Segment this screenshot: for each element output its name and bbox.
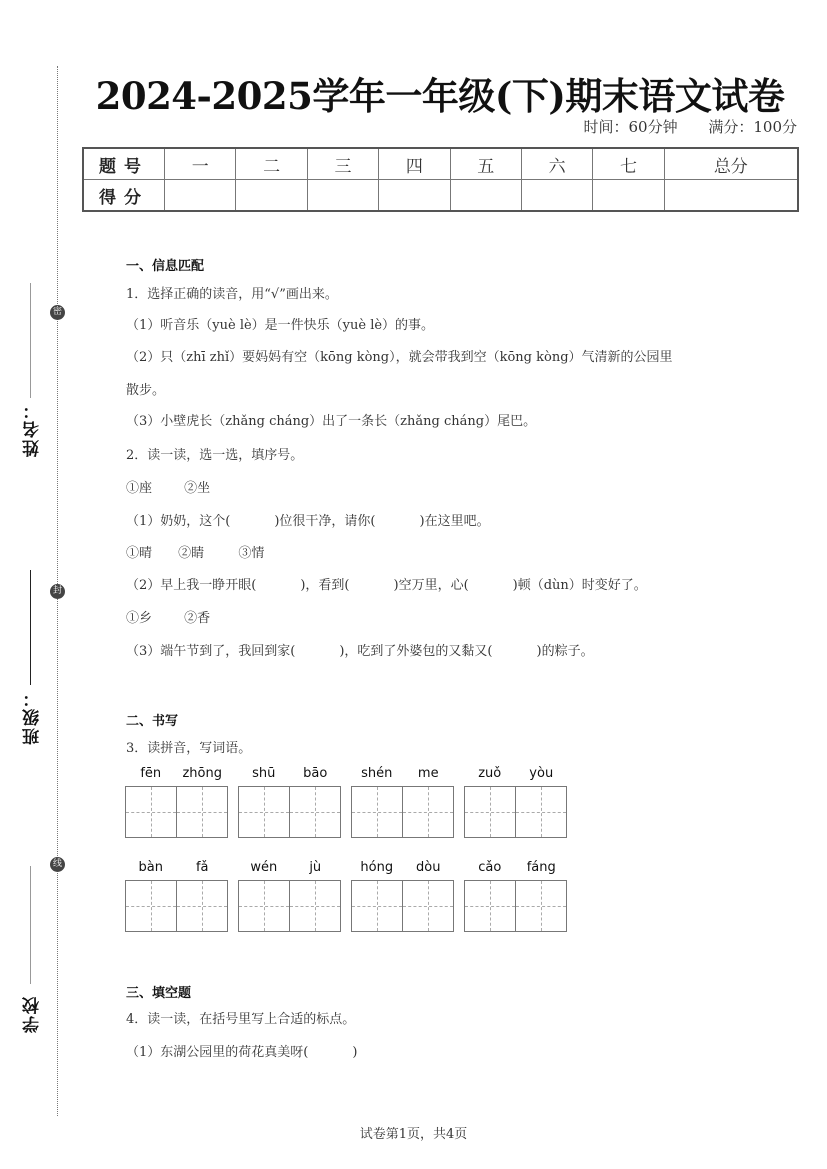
sentence-text: )在这里吧。: [419, 514, 490, 529]
sentence-text: )空万里，心(: [393, 578, 469, 593]
class-underline[interactable]: [30, 570, 31, 685]
question-4: 4．读一读，在括号里写上合适的标点。: [126, 1012, 356, 1027]
tianzige-cell[interactable]: [126, 881, 176, 931]
seal-mi-icon: 密: [50, 305, 65, 320]
tianzige-cell[interactable]: [176, 787, 227, 837]
school-underline[interactable]: [30, 866, 31, 984]
fill-sentence-2: [126, 574, 647, 593]
name-underline[interactable]: [30, 283, 31, 398]
sentence-text: )位很干净，请你(: [274, 514, 376, 529]
sentence-text: （3）端午节到了，我回到家(: [126, 644, 296, 659]
pinyin-syllable: yòu: [529, 766, 554, 781]
pinyin-word: [464, 860, 567, 932]
option: ②香: [184, 611, 211, 626]
pinyin-syllable: bàn: [138, 860, 163, 875]
pinyin-syllable: zhōng: [182, 766, 222, 781]
exam-title: 2024-2025学年一年级(下)期末语文试卷: [95, 74, 785, 118]
option: ②坐: [184, 481, 211, 496]
school-label: 学校: [23, 995, 43, 1033]
options-group-3: [126, 607, 210, 626]
pinyin-syllable: shū: [252, 766, 276, 781]
option: ①座: [126, 481, 153, 496]
score-col-5: 五: [450, 148, 521, 180]
score-cell[interactable]: [307, 180, 378, 212]
exam-meta: [557, 116, 797, 137]
tianzige-cell[interactable]: [402, 881, 453, 931]
section-1-title: 一、信息匹配: [126, 259, 205, 274]
tianzige-cell[interactable]: [402, 787, 453, 837]
question-1: 1．选择正确的读音，用“√”画出来。: [126, 287, 338, 302]
pinyin-writing-row-2: [125, 860, 567, 932]
tianzige-cell[interactable]: [465, 787, 515, 837]
punctuation-sentence-1: [126, 1041, 357, 1060]
tianzige-cell[interactable]: [352, 787, 402, 837]
seal-feng-icon: 封: [50, 584, 65, 599]
sentence-text: )顿（dùn）时变好了。: [512, 578, 647, 593]
pinyin-syllable: dòu: [416, 860, 441, 875]
pinyin-word: [238, 766, 341, 838]
score-table-score-row: [83, 180, 798, 212]
sentence-text: )，看到(: [300, 578, 350, 593]
pinyin-syllable: fǎ: [195, 860, 209, 875]
pinyin-syllable: fēn: [140, 766, 162, 781]
pinyin-word: [464, 766, 567, 838]
pinyin-word: [351, 860, 454, 932]
question-1-item-continued: 散步。: [126, 383, 166, 398]
pinyin-syllable: bāo: [303, 766, 328, 781]
score-label: 得分: [83, 180, 165, 212]
pinyin-syllable: zuǒ: [478, 766, 502, 781]
page-footer: 试卷第1页，共4页: [359, 1127, 468, 1142]
pinyin-word: [125, 860, 228, 932]
sentence-text: （2）早上我一睁开眼(: [126, 578, 257, 593]
class-label: 班级：: [23, 688, 43, 745]
pinyin-word: [351, 766, 454, 838]
pinyin-syllable: hóng: [360, 860, 394, 875]
section-2-title: 二、书写: [126, 714, 179, 729]
pinyin-word: [238, 860, 341, 932]
score-col-4: 四: [379, 148, 450, 180]
tianzige-cell[interactable]: [289, 787, 340, 837]
score-cell[interactable]: [450, 180, 521, 212]
time-limit: 时间：60分钟: [583, 118, 678, 136]
tianzige-cell[interactable]: [352, 881, 402, 931]
seal-xian-icon: 线: [50, 857, 65, 872]
sentence-text: ): [352, 1045, 358, 1060]
score-col-1: 一: [165, 148, 236, 180]
tianzige-cell[interactable]: [515, 787, 566, 837]
tianzige-cell[interactable]: [176, 881, 227, 931]
tianzige-cell[interactable]: [239, 881, 289, 931]
score-cell[interactable]: [379, 180, 450, 212]
tianzige-cell[interactable]: [126, 787, 176, 837]
question-1-item[interactable]: （1）听音乐（yuè lè）是一件快乐（yuè lè）的事。: [126, 318, 435, 333]
pinyin-syllable: me: [417, 766, 439, 781]
pinyin-syllable: wén: [250, 860, 278, 875]
pinyin-word: [125, 766, 228, 838]
section-3-title: 三、填空题: [126, 986, 192, 1001]
pinyin-syllable: jù: [309, 860, 322, 875]
score-cell[interactable]: [664, 180, 798, 212]
question-3: 3．读拼音，写词语。: [126, 741, 252, 756]
pinyin-syllable: shén: [361, 766, 393, 781]
score-cell[interactable]: [165, 180, 236, 212]
question-1-item[interactable]: （2）只（zhī zhǐ）要妈妈有空（kōng kòng），就会带我到空（kōng kòng）气清新的公园里: [126, 350, 673, 365]
sentence-text: )，吃到了外婆包的又黏又(: [339, 644, 493, 659]
tianzige-cell[interactable]: [515, 881, 566, 931]
options-group-1: [126, 477, 210, 496]
tianzige-cell[interactable]: [289, 881, 340, 931]
tianzige-cell[interactable]: [465, 881, 515, 931]
score-cell[interactable]: [521, 180, 592, 212]
sentence-text: )的粽子。: [536, 644, 594, 659]
score-cell[interactable]: [593, 180, 664, 212]
pinyin-syllable: cǎo: [478, 860, 502, 875]
fill-sentence-3: [126, 640, 594, 659]
option: ③情: [238, 546, 265, 561]
sentence-text: （1）东湖公园里的荷花真美呀(: [126, 1045, 309, 1060]
pinyin-writing-row-1: [125, 766, 567, 838]
full-score: 满分：100分: [708, 118, 797, 136]
score-cell[interactable]: [236, 180, 307, 212]
score-col-7: 七: [593, 148, 664, 180]
option: ②睛: [178, 546, 205, 561]
options-group-2: [126, 542, 264, 561]
sentence-text: （1）奶奶，这个(: [126, 514, 231, 529]
score-col-2: 二: [236, 148, 307, 180]
name-label: 姓名：: [23, 400, 43, 457]
score-table: [82, 147, 799, 212]
tianzige-cell[interactable]: [239, 787, 289, 837]
question-number-label: 题号: [83, 148, 165, 180]
pinyin-syllable: fáng: [526, 860, 556, 875]
option: ①晴: [126, 546, 153, 561]
question-1-item[interactable]: （3）小壁虎长（zhǎng cháng）出了一条长（zhǎng cháng）尾巴。: [126, 414, 537, 429]
question-2: 2．读一读，选一选，填序号。: [126, 448, 304, 463]
score-table-header-row: [83, 148, 798, 180]
score-col-total: 总分: [664, 148, 798, 180]
fill-sentence-1: [126, 510, 490, 529]
score-col-3: 三: [307, 148, 378, 180]
score-col-6: 六: [521, 148, 592, 180]
option: ①乡: [126, 611, 153, 626]
